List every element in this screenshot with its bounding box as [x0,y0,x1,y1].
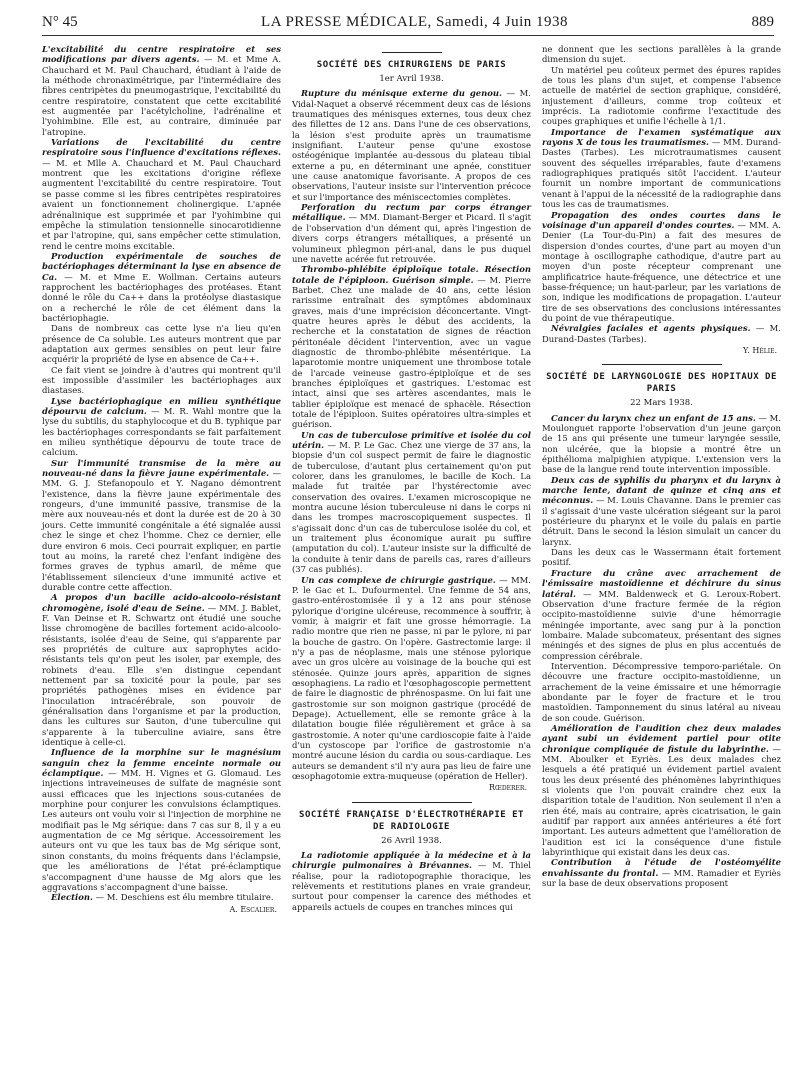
section-title: SOCIÉTÉ DES CHIRURGIENS DE PARIS [316,60,507,70]
page-number: 889 [751,14,774,30]
article-heading: Un cas complexe de chirurgie gastrique. [301,574,496,585]
article-paragraph [292,202,531,264]
section-title: SOCIÉTÉ FRANÇAISE D'ÉLECTROTHÉRAPIE ET DE RADIOLOGIE [299,809,524,832]
article-heading: Amélioration de l'audition chez deux malades ayant subi un évidement partiel pour otite chronique compliquée de fistule du labyrinthe. [542,722,781,754]
article-body: — M. P. Le Gac. Chez une vierge de 37 ans, la biopsie d'un col suspect permit de faire le diagnostic de tuberculose, d'autant plus certainement qu'on put colorer, dans les granulomes, le bacille de Koch. La malade fut traitée par l'hystérectomie avec conservation des ovaires. L'examen microscopique ne montra aucune lésion tuberculeuse ni dans le corps ni dans les trompes macroscopiquement suspectes. Il s'agissait donc d'un cas de tuberculose isolée du col, et un traitement plus économique aurait pu suffire (amputation du col). L'auteur insiste sur la difficulté de la conduite à tenir dans de pareils cas, rares d'ailleurs (37 cas publiés). [292,440,531,575]
article-paragraph [42,137,281,251]
section-date: 26 Avril 1938. [381,835,442,846]
article-body: — MM. Ramadier et Eyriès sur la base de deux observations proposent [542,867,781,889]
article-heading: Rupture du ménisque externe du genou. [301,88,502,99]
article-heading: Importance de l'examen systématique aux rayons X de tous les traumatismes. [542,126,781,148]
column-1 [42,44,281,915]
column-2 [292,44,531,915]
article-body: — MM. H. Vignes et G. Glomaud. Les injections intraveineuses de sulfate de magnésie sont aussi efficaces que les injections sous-cutanées de morphine pour conjurer les convulsions éclamptiques. Les auteurs ont voulu voir si l'injection de morphine ne modifiait pas le Mg sérique: dans 7 cas sur 8, il y a eu augmentation de ce Mg sérique. Accessoirement les auteurs ont vu que les taux bas de Mg sérique sont, sinon constants, du moins fréquents dans l'éclampsie, que les améliorations de l'état pré-éclamptique s'accompagnent d'une hausse de Mg alors que les aggravations s'accompagnent d'une baisse. [42,768,282,892]
article-body: — M. Deschiens est élu membre titulaire. [95,892,274,903]
article-heading: Un cas de tuberculose primitive et isolée du col utérin. [292,429,531,451]
article-paragraph: ne donnent que les sections parallèles à la grande dimension du sujet. [542,44,781,65]
article-heading: Fracture du crâne avec arrachement de l'émissaire mastoïdienne et déchirure du sinus latéral. [542,567,781,599]
article-heading: Perforation du rectum par corps étranger métallique. [292,202,531,223]
article-body: — M. Louis Chavanne. Dans le premier cas il s'agissait d'une vaste ulcération siégeant sur la paroi postérieure du pharynx et le voile du palais en partie détruit. Dans le second la lésion simulait un cancer du larynx. [542,495,781,547]
article-paragraph [292,430,531,575]
article-paragraph: Un matériel peu coûteux permet des épures rapides de tous les plans d'un sujet, et compense l'absence actuelle de matériel de section graphique, considéré, injustement d'ailleurs, comme trop coûteux et imprécis. La radiotomie confirme l'exactitude des coupes graphiques et unifie l'échelle à 1/1. [542,64,781,127]
issue-number: N° 45 [42,14,78,30]
article-body: — MM. Aboulker et Eyriès. Les deux malades chez lesquels a été pratiqué un évidement partiel avaient tous les deux présenté des phénomènes labyrinthiques si violents que l'on pouvait craindre chez eux la disparition totale de l'audition. Non seulement il n'en a rien été, mais au contraire, après cicatrisation, le gain auditif par rapport aux années antérieures a été fort important. Les auteurs admettent que l'amélioration de l'audition est ici la conséquence d'une fistule labyrinthique qui existait dans les deux cas. [542,743,781,858]
article-heading: Sur l'immunité transmise de la mère au nouveau-né dans la fièvre jaune expérimentale. [42,457,281,479]
article-paragraph: Dans les deux cas le Wassermann était fortement positif. [542,547,781,568]
article-heading: Propagation des ondes courtes dans le voisinage d'un appareil d'ondes courtes. [542,209,781,230]
article-body: — MM. P. le Gac et L. Dufourmentel. Une femme de 54 ans, gastro-entérostomisée il y a 12 ans pour sténose pylorique d'origine ulcéreuse, recommence à souffrir, à vomir, à maigrir et fait une grosse hémorragie. La radio montre que rien ne passe, ni par le pylore, ni par la bouche de gastro. On l'opère. Gastrectomie large: il n'y a pas de néoplasme, mais une sténose pylorique avec un gros ulcère au voisinage de la bouche qui est sténosée. Quinze jours après, apparition de signes œsophagiens. La radio et l'œsophagoscopie permettent de faire le diagnostic de phrénospasme. On lui fait une gastrostomie sur son moignon gastrique (procédé de Depage). Actuellement, elle se remonte grâce à la dilatation bougie filée régulièrement et grâce à sa gastrostomie. A noter qu'une cardioscopie faite à l'aide d'un cystoscope par l'orifice de gastrostomie n'a montré aucune lésion du cardia ou sous-cardiaque. Les auteurs se demandent s'il n'y aura pas lieu de faire une œsophagotomie extra-muqueuse (opération de Heller). [292,574,531,782]
section-date: 1er Avril 1938. [379,74,444,84]
article-body: — M. et Mme A. Chauchard et M. Paul Chauchard, étudiant à l'aide de la méthode chronaximétrique, par l'intermédiaire des fibres centripètes du pneumogastrique, l'excitabilité du centre respiratoire, constatent que cette excitabilité est augmentée par l'acétylcholine, l'adrénaline et l'yohimbine. Elle est, au contraire, diminuée par l'atropine. [42,54,282,137]
author-signature: Rœderer. [489,783,527,793]
article-heading: Production expérimentale de souches de bactériophages déterminant la lyse en absence de Ca. [42,250,281,282]
article-paragraph [542,568,781,661]
article-body: — M. Durand-Dastes (Tarbes). [542,323,781,344]
article-heading: Deux cas de syphilis du pharynx et du larynx à marche lente, datant de quinze et cinq ans et méconnus. [542,474,781,506]
article-paragraph [542,413,781,475]
article-body: — MM. Diamant-Berger et Picard. Il s'agit de l'observation d'un dément qui, après l'ingestion de divers corps étrangers métalliques, a présenté un volumineux phlegmon péri-anal, dans le pus duquel une navette acérée fut retrouvée. [292,212,531,264]
article-body: — MM. A. Denier (La Tour-du-Pin) a fait des mesures de dispersion d'ondes courtes, d'une part au moyen d'un montage à oscillographe cathodique, d'autre part au moyen d'un poste récepteur comprenant une amplificatrice haute-fréquence, une détectrice et une basse-fréquence; un haut-parleur, par les variations de son, indique les modifications de propagation. L'auteur tire de ses observations des conclusions intéressantes du point de vue thérapeutique. [542,219,781,323]
article-body: — M. et Mlle A. Chauchard et M. Paul Chauchard montrent que les excitations d'origine réflexe augmentent l'excitabilité du centre respiratoire. Tout se passe comme si les fibres centripètes respiratoires avaient un fonctionnement cholinergique. L'apnée adrénalinique est supprimée et par l'yohimbine qui empêche la stimulation tensionnelle sinocarotidienne et par l'atropine, qui, sans empêcher cette stimulation, rend le centre moins excitable. [42,157,281,251]
article-heading: Contribution à l'étude de l'ostéomyélite envahissante du frontal. [542,857,781,878]
article-heading: Cancer du larynx chez un enfant de 15 ans. [551,412,756,423]
article-body: — M. Vidal-Naquet a observé récemment deux cas de lésions traumatiques des ménisques externes, tous deux chez des fillettes de 12 ans. Dans l'une de ces observations, la lésion s'est produite après un traumatisme insignifiant. L'auteur pense qu'une exostose ostéogénique implantée au-dessous du plateau tibial externe a pu, en déterminant une apnée, constituer une cause anatomique favorisante. A propos de ces observations, l'auteur insiste sur l'intervention précoce et sur l'importance des méniscectomies complètes. [292,88,531,202]
article-paragraph [292,850,531,912]
section-date: 22 Mars 1938. [630,398,693,409]
article-heading: Variations de l'excitabilité du centre respiratoire sous l'influence d'excitations réflexes. [42,137,281,158]
article-paragraph [542,127,781,210]
article-paragraph [542,723,781,857]
article-heading: Lyse bactériophagique en milieu synthétique dépourvu de calcium. [42,395,281,417]
article-heading: Névralgies faciales et agents physiques. [551,323,751,334]
column-3 [542,44,781,915]
article-heading: Élection. [51,892,93,903]
article-body: — MM. Baldenweck et G. Leroux-Robert. Observation d'une fracture fermée de la région occipito-mastoïdienne suivie d'une hémorragie méningée importante, avec sang pur à la ponction lombaire. Malade subcomateux, présentant des signes méningés et des signes de plus en plus accentués de compression cérébrale. [542,588,781,661]
article-body: — MM. Durand-Dastes (Tarbes). Les microtraumatismes causent souvent des séquelles irréparables, faute d'examens radiographiques pratiqués sitôt l'accident. L'auteur fournit un nombre important de communications venant à l'appui de la nécessité de la radiographie dans tous les cas de traumatismes. [542,137,782,210]
article-body: — M. et Mme E. Wollman. Certains auteurs rapprochent les bactériophages des protéases. Étant donné le rôle du Ca++ dans la protéolyse diastasique on a recherché le rôle de cet élément dans la bactériophagie. [42,271,281,323]
article-paragraph [542,475,781,547]
page-header [42,14,774,36]
article-paragraph [292,575,531,782]
journal-title: LA PRESSE MÉDICALE, Samedi, 4 Juin 1938 [261,14,569,30]
article-paragraph: Intervention. Décompressive temporo-pariétale. On découvre une fracture occipito-mastoïdienne, un arrachement de la veine émissaire et une hémorragie abondante par le foyer de fracture et le trou mastoïdien. Tamponnement du sinus latéral au niveau de son coude. Guérison. [542,660,781,723]
article-body: — M. Thiel réalise, pour la radiotopographie thoracique, les relèvements et restitutions planes en vraie grandeur, surtout pour compenser la carence des méthodes et appareils actuels de coupes en tranches minces qui [292,860,532,912]
article-paragraph [42,747,281,892]
article-body: — MM. G. J. Stefanopoulo et Y. Nagano démontrent l'existence, dans la fièvre jaune expérimentale des rongeurs, d'une immunité passive, transmise de la mère aux nouveau-nés et dont la durée est de 20 à 30 jours. Cette immunité congénitale a été signalée aussi chez le singe et chez l'homme. Chez ce dernier, elle dure environ 6 mois. Ceci pourrait expliquer, en partie tout au moins, la rareté chez l'enfant indigène des formes graves de typhus amaril, de même que l'établissement silencieux d'une immunité active et durable contre cette affection. [42,468,281,592]
article-body: — M. R. Wahl montre que la lyse du subtilis, du staphylocoque et du B. typhique par les bactériophages correspondants se fait parfaitement en milieu synthétique dépourvu de toute trace de calcium. [42,406,281,458]
section-divider [382,52,442,53]
section-divider [352,802,472,803]
article-heading: A propos d'un bacille acido-alcoolo-résistant chromogène, isolé d'eau de Seine. [42,592,281,613]
article-paragraph [542,323,781,344]
article-heading: Influence de la morphine sur le magnésium sanguin chez la femme enceinte normale ou éclamptique. [42,747,281,779]
article-body: — M. Pierre Barbet. Chez une malade de 40 ans, cette lésion rarissime entraînait des symptômes abdominaux graves, mais d'une imprécision déconcertante. Vingt-quatre heures après le début des accidents, la recherche et la constatation de signes de réaction péritonéale décident l'intervention, avec un vague diagnostic de thrombo-phlébite mésentérique. La laparotomie montre uniquement une thrombose totale de l'arcade veineuse gastro-épiploïque et de ses branches épiploïques et gastriques. L'estomac est intact, ainsi que ses artères ascendantes, mais le tablier épiploïque est menacé de sphacèle. Résection totale de l'épiploon. Suites opératoires ultra-simples et guérison. [292,274,531,430]
article-heading: La radiotomie appliquée à la médecine et à la chirurgie pulmonaires à Brévannes. [292,850,531,871]
article-heading: Thrombo-phlébite épiploïque totale. Résection totale de l'épiploon. Guérison simple. [292,264,531,285]
article-paragraph: Dans de nombreux cas cette lyse n'a lieu qu'en présence de Ca soluble. Les auteurs montrent que par adaptation aux germes sensibles on peut leur faire acquérir la propriété de lyse en absence de Ca++. [42,323,281,365]
article-paragraph [292,88,531,202]
article-paragraph: Ce fait vient se joindre à d'autres qui montrent qu'il est impossible d'assimiler les bactériophages aux diastases. [42,364,281,396]
author-signature: Y. Hélie. [743,345,777,355]
article-paragraph [42,458,281,592]
article-body: — M. Moulonguet rapporte l'observation d'un jeune garçon de 15 ans qui présente une tumeur laryngée sessile, non ulcérée, que la biopsie a montré être un épithélioma malpighien atypique. L'extension vers la base de la langue rend toute intervention impossible. [542,412,781,475]
author-signature: A. Escalier. [229,904,277,914]
article-paragraph [42,251,281,323]
section-divider [602,364,722,365]
article-paragraph [542,210,781,324]
article-body: — MM. J. Bablet, F. Van Deinse et R. Schwartz ont étudié une souche lisse chromogène de bacilles fortement acido-alcoolo-résistants, isolée d'eau de Seine, qui s'apparente par ses propriétés de culture aux saprophytes acido-résistants tels qu'on peut les isoler, par exemple, des robinets d'eau. Elle s'en distingue cependant nettement par sa toxicité pour la poule, par ses propriétés pathogènes mises en évidence par l'inoculation intracérébrale, son pouvoir de généralisation dans l'organisme et par la production, dans les cultures sur Sauton, d'une tuberculine qui s'apparente à la tuberculine aviaire, sans être identique à celle-ci. [42,602,282,748]
article-paragraph [42,892,281,902]
text-columns [42,44,782,915]
section-title: SOCIÉTÉ DE LARYNGOLOGIE DES HOPITAUX DE PARIS [546,372,777,395]
article-paragraph [292,264,531,430]
article-paragraph [42,592,281,747]
article-paragraph [42,396,281,458]
article-paragraph [542,857,781,888]
article-paragraph [42,44,281,137]
article-heading: L'excitabilité du centre respiratoire et ses modifications par divers agents. [42,44,281,65]
